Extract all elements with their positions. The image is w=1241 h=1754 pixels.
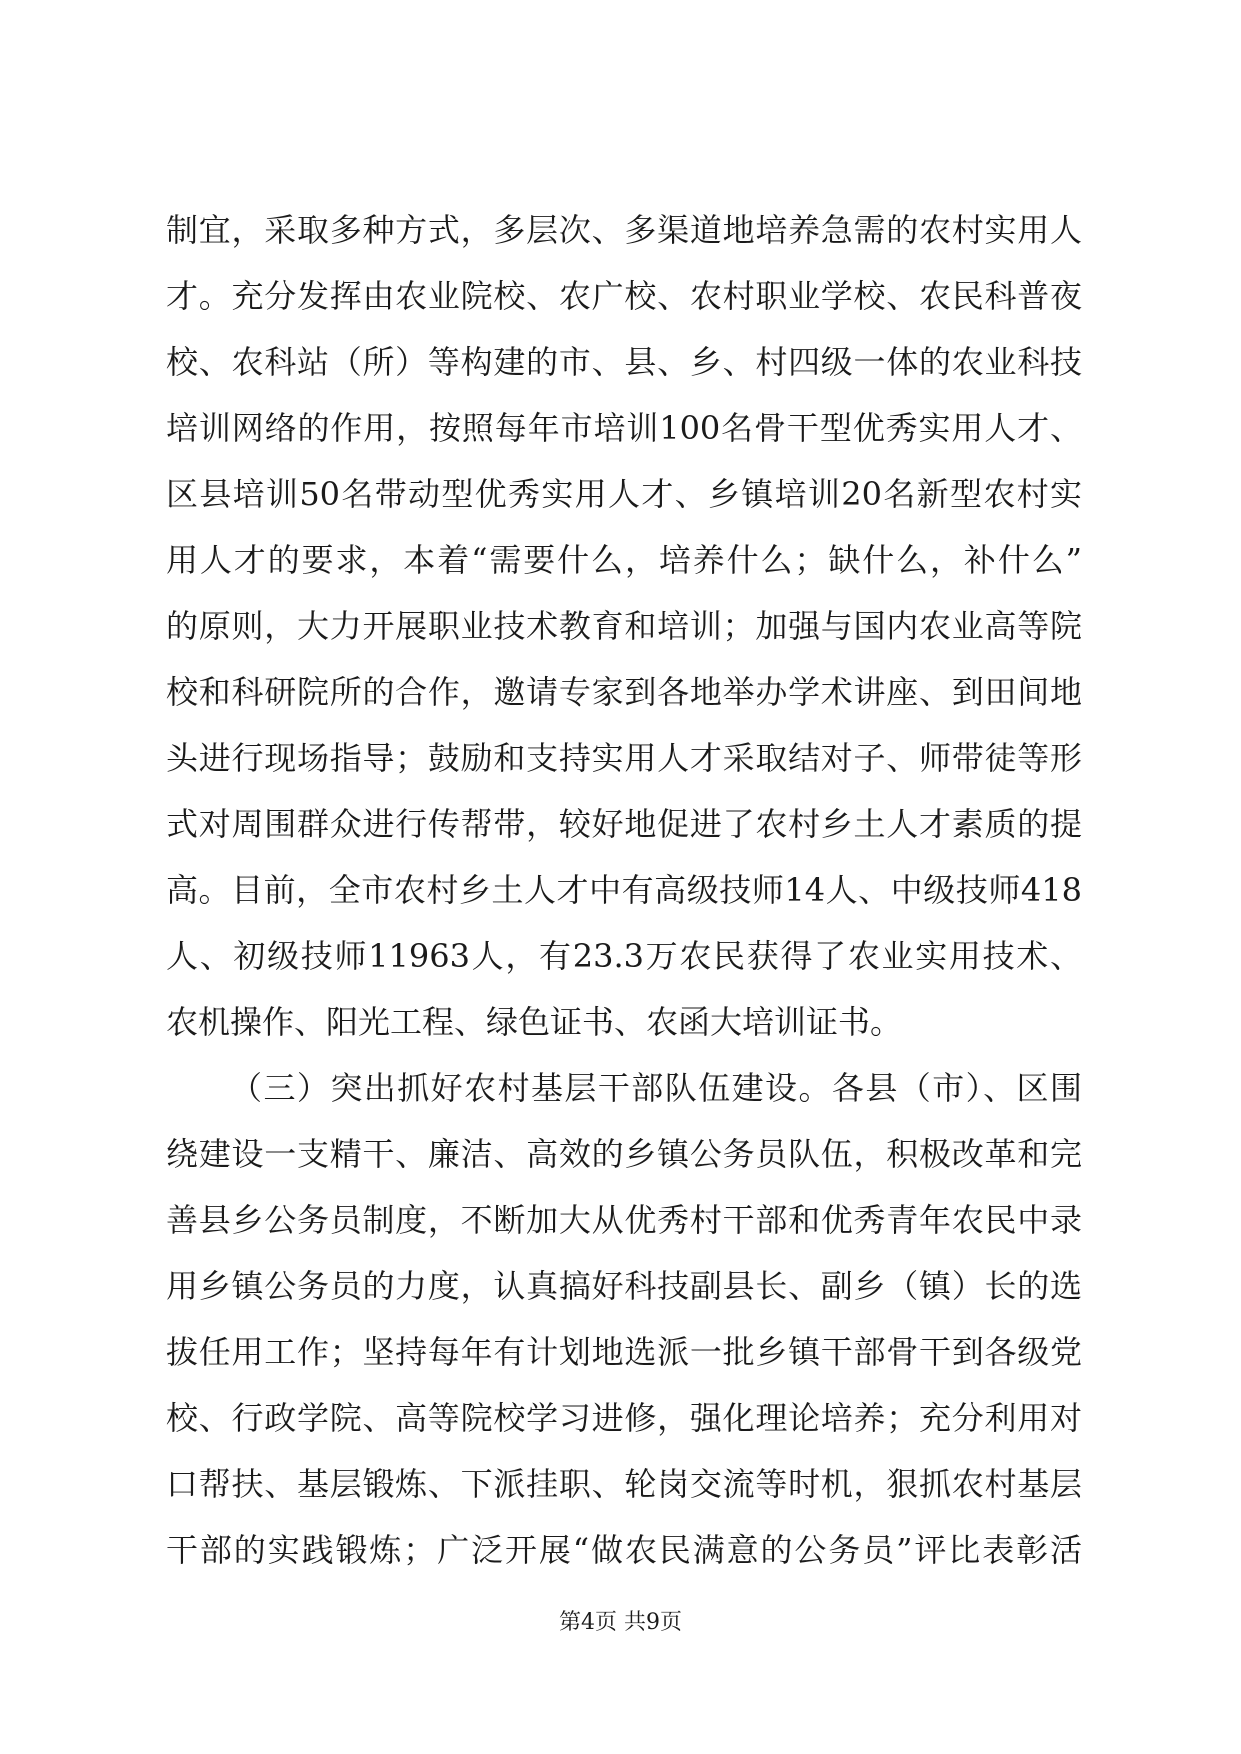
- text-line: 用乡镇公务员的力度，认真搞好科技副县长、副乡（镇）长的选: [166, 1267, 1082, 1305]
- text-line: 口帮扶、基层锻炼、下派挂职、轮岗交流等时机，狠抓农村基层: [166, 1465, 1082, 1503]
- text-line: 培训网络的作用，按照每年市培训100名骨干型优秀实用人才、: [166, 409, 1082, 447]
- text-line: 拔任用工作；坚持每年有计划地选派一批乡镇干部骨干到各级党: [166, 1333, 1082, 1371]
- text-line: 的原则，大力开展职业技术教育和培训；加强与国内农业高等院: [166, 607, 1082, 645]
- text-line: 区县培训50名带动型优秀实用人才、乡镇培训20名新型农村实: [166, 475, 1082, 513]
- text-line: 校、行政学院、高等院校学习进修，强化理论培养；充分利用对: [166, 1399, 1082, 1437]
- paragraph-start-line: （三）突出抓好农村基层干部队伍建设。各县（市）、区围: [230, 1069, 1082, 1107]
- page-footer: 第4页 共9页: [559, 1610, 682, 1635]
- text-line: 善县乡公务员制度，不断加大从优秀村干部和优秀青年农民中录: [166, 1201, 1082, 1239]
- text-line: 高。目前，全市农村乡土人才中有高级技师14人、中级技师418: [166, 871, 1082, 909]
- text-line: 才。充分发挥由农业院校、农广校、农村职业学校、农民科普夜: [166, 277, 1082, 315]
- text-line: 人、初级技师11963人，有23.3万农民获得了农业实用技术、: [166, 937, 1082, 975]
- text-line: 干部的实践锻炼；广泛开展“做农民满意的公务员”评比表彰活: [166, 1531, 1082, 1569]
- text-line: 用人才的要求，本着“需要什么，培养什么；缺什么，补什么”: [166, 541, 1082, 579]
- text-line: 校和科研院所的合作，邀请专家到各地举办学术讲座、到田间地: [166, 673, 1082, 711]
- text-line: 式对周围群众进行传帮带，较好地促进了农村乡土人才素质的提: [166, 805, 1082, 843]
- text-line: 头进行现场指导；鼓励和支持实用人才采取结对子、师带徒等形: [166, 739, 1082, 777]
- text-line: 校、农科站（所）等构建的市、县、乡、村四级一体的农业科技: [166, 343, 1082, 381]
- text-line: 绕建设一支精干、廉洁、高效的乡镇公务员队伍，积极改革和完: [166, 1135, 1082, 1173]
- text-line: 农机操作、阳光工程、绿色证书、农函大培训证书。: [166, 1003, 903, 1041]
- text-line: 制宜，采取多种方式，多层次、多渠道地培养急需的农村实用人: [166, 211, 1082, 249]
